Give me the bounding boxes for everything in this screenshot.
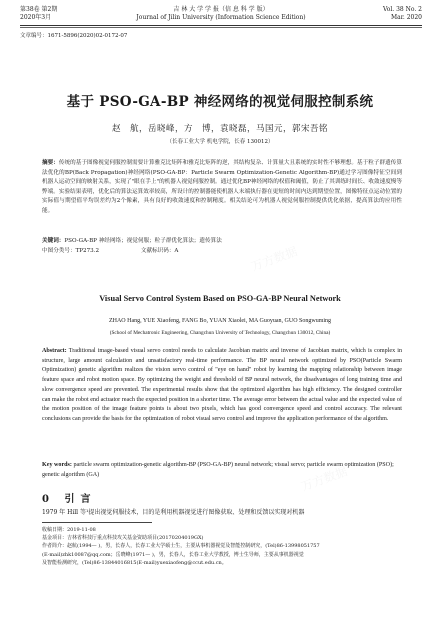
intro-paragraph: 1979 年 Hill 等¹提出视觉伺服技术，目的是利用机器视觉进行图像获取、处理和反馈以实现对机器 [42,509,305,516]
article-number: 文章编号：1671-5896(2020)02-0172-07 [20,33,128,39]
abstract-en-label: Abstract: [42,348,67,354]
watermark: 万方数据 [249,244,300,274]
keywords-en [42,461,402,480]
header-right [383,6,422,22]
footnote-author-3: 及智能检测研究，(Tel)86-13844016815(E-mail)yuexiaofeng@ccut.edu.cn。 [42,559,227,566]
footnote-author-2: (E-mail)zhk10087@qq.com；岳晓峰(1971— )，男，长春人，长春工业大学教授，博士生导师，主要从事机器视觉 [42,551,304,558]
abstract-cn-body: 传统的基于图像视觉伺服控制需要计算雅克比矩阵和雅克比矩阵的逆，其结构复杂、计算量大且系统的实时性不够理想。基于粒子群遗传算法优化的BP(Back Propagation)神经网络(PSO-GA-BP：Particle Swarm Optimization-Genetic Algorithm-BP)通过学习图像特征空间到机器人运动空间的映射关系，实现了"眼在手上"的机器人视觉伺服控制。通过优化BP神经网络的权值和阈值，防止了其训练时间长、收敛速度慢等弊端。实验结果表明，优化后的算法运算效率较高，所设计的控制器能使机器人末端执行器在更短的时间内达到期望位置，图像特征点运动位置的实际值与期望值平均误差约为2个像素，具有良好的收敛速度和控制精度。相关结论可为机器人视觉伺服控制提供优化依据，提高算法的应用性能。 [42,160,402,214]
abstract-cn [42,159,402,217]
document-code: 文献标识码：A [140,248,179,254]
header-rule-thin [20,27,422,28]
keywords-cn [42,237,402,246]
keywords-cn-label: 关键词： [42,238,65,244]
volume-issue: 第38卷 第2期 [20,6,58,13]
footnote-received: 收稿日期：2019-11-08 [42,527,96,533]
authors-cn: 赵 航，岳晓峰，方 博，袁晓磊，马国元，郭宋吾铭 [111,124,328,134]
affiliation-cn: （长春工业大学 机电学院，长春 130012） [166,139,274,145]
keywords-en-body: particle swarm optimization-genetic algorithm-BP (PSO-GA-BP) neural network; visual servo; particle swarm optimization (PSO); genetic algorithm (GA) [42,462,394,478]
footnote-rule [42,522,152,523]
keywords-cn-body: PSO-GA-BP 神经网络；视觉伺服；粒子群优化算法；遗传算法 [64,238,222,244]
section-title: 引言 [64,494,97,505]
footnote-funding: 基金项目：吉林省科技厅重点科技攻关基金资助项目(20170204019GX) [42,535,204,542]
publish-date-en: Mar. 2020 [390,14,422,21]
journal-name-en: Journal of Jilin University (Information Science Edition) [136,14,306,21]
watermark: 万方数据 [59,164,110,194]
section-heading [42,490,96,505]
header-rule [20,25,422,26]
classification-cn [42,247,402,256]
abstract-cn-label: 摘要： [42,160,59,166]
paper-title-cn: 基于 PSO-GA-BP 神经网络的视觉伺服控制系统 [66,94,374,110]
publish-date: 2020年3月 [20,14,52,21]
paper-title-en: Visual Servo Control System Based on PSO-GA-BP Neural Network [99,294,341,303]
clc-number: 中图分类号：TP273.2 [42,248,100,254]
abstract-en [42,347,402,425]
affiliation-en: (School of Mechatronic Engineering, Changchun University of Technology, Changchun 130012, China) [109,330,331,336]
journal-name-cn: 吉 林 大 学 学 报（信 息 科 学 版） [173,6,269,13]
keywords-en-label: Key words: [42,462,72,468]
watermark: 万方数据 [299,464,350,494]
authors-en: ZHAO Hang, YUE Xiaofeng, FANG Bo, YUAN Xiaolei, MA Guoyuan, GUO Songwuming [108,318,332,324]
header-center [20,6,422,22]
section-number: 0 [42,494,55,505]
abstract-en-body: Traditional image-based visual servo control needs to calculate Jacobian matrix and inverse of Jacobian matrix, which is complex in structure, large amount calculation and unsatisfactory real-time performance. The BP neural network optimized by PSO(Particle Swarm Optimization) genetic algorithm realizes the vision servo control of "eye on hand" robot by learning the mapping relationship between image feature space and robot motion space. By optimizing the weight and threshold of BP neural network, the disadvantages of long training time and slow convergence speed are prevented. The experimental results show that the optimized algorithm has high efficiency. The designed controller can make the robot end actuator reach the expected position in a shorter time. The average error between the actual value and the expected value of the motion position of the image feature points is about two pixels, which has good convergence speed and control accuracy. The relevant conclusions can provide the basis for the optimization of robot visual servo control and improve the application performance of the algorithm. [42,348,402,422]
footnotes [42,526,402,567]
volume-issue-en: Vol. 38 No. 2 [382,6,422,13]
watermark: 万方数据 [109,394,160,424]
footnote-author-1: 作者简介：赵航(1994— )，男，长春人，长春工业大学硕士生，主要从事机器视觉及智能控制研究，(Tel)86-13998051757 [42,543,320,550]
